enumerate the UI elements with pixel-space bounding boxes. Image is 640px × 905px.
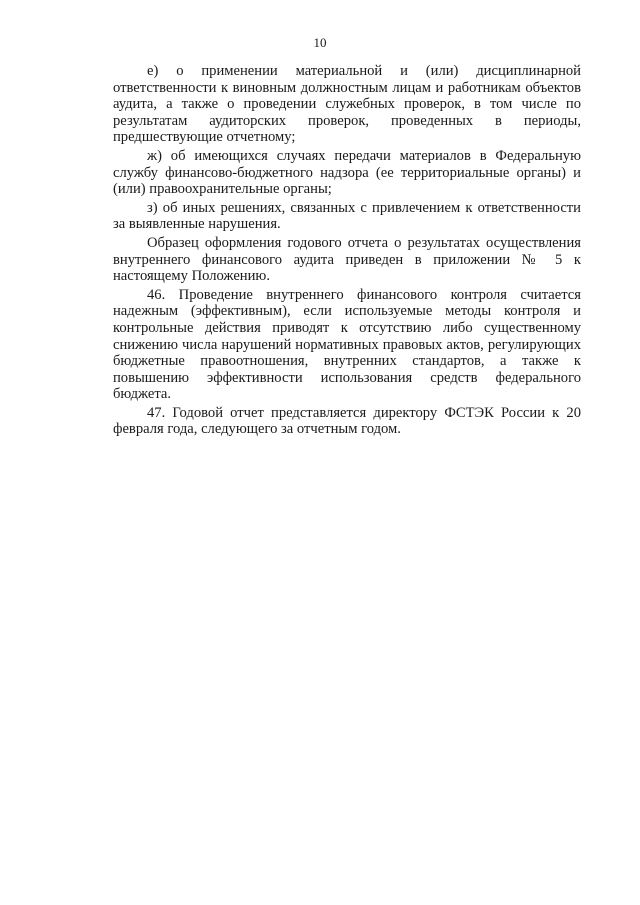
paragraph-item-z: з) об иных решениях, связанных с привлечением к ответственности за выявленные нарушения. [113, 199, 581, 233]
paragraph-clause-47: 47. Годовой отчет представляется директору ФСТЭК России к 20 февраля года, следующего за отчетным годом. [113, 404, 581, 438]
paragraph-item-e: е) о применении материальной и (или) дисциплинарной ответственности к виновным должностным лицам и работникам объектов аудита, а также о проведении служебных проверок, в том числе по результатам аудиторских проверок, проведенных в периоды, предшествующие отчетному; [113, 63, 581, 146]
page-number: 10 [313, 35, 327, 50]
paragraph-report-template: Образец оформления годового отчета о результатах осуществления внутреннего финансового аудита приведен в приложении № 5 к настоящему Положению. [113, 234, 581, 285]
paragraph-clause-46: 46. Проведение внутреннего финансового контроля считается надежным (эффективным), если используемые методы контроля и контрольные действия приводят к отсутствию либо существенному снижению числа нарушений нормативных правовых актов, регулирующих бюджетные правоотношения, внутренних стандартов, а также к повышению эффективности использования средств федерального бюджета. [113, 286, 581, 403]
document-body [113, 63, 581, 440]
paragraph-item-zh: ж) об имеющихся случаях передачи материалов в Федеральную службу финансово-бюджетного надзора (ее территориальные органы) и (или) правоохранительные органы; [113, 147, 581, 198]
